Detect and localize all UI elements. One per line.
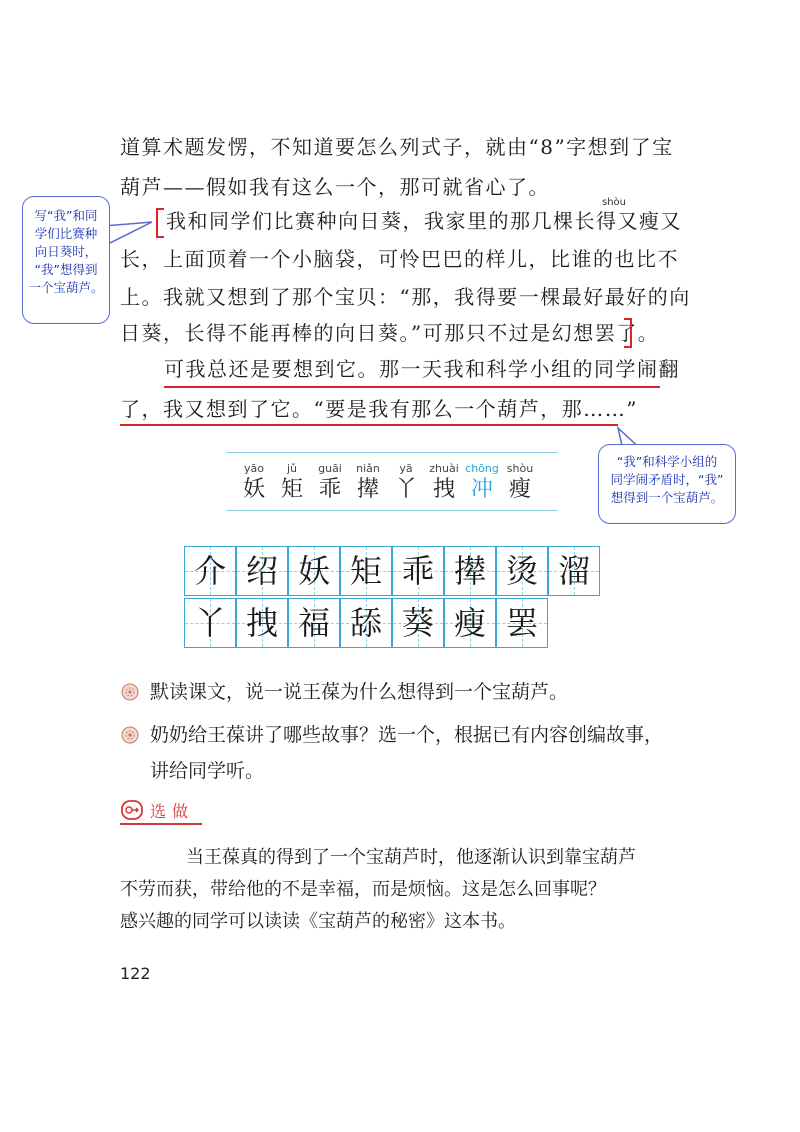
callout-left-line-3: 向日葵时，	[34, 244, 98, 259]
task-2-text-line-1: 奶奶给王葆讲了哪些故事？选一个，根据已有内容创编故事，	[150, 724, 664, 746]
callout-left-line-4: “我”想得到	[34, 262, 98, 277]
vocab-item: yāo 妖	[242, 462, 265, 502]
grid-cell: 瘦	[444, 598, 496, 648]
optional-badge-icon	[121, 799, 145, 821]
text-line-4: 长，上面顶着一个小脑袋，可怜巴巴的样儿，比谁的也比不	[120, 247, 679, 271]
vocab-item: guāi 乖	[318, 462, 342, 502]
text-line-6: 日葵，长得不能再棒的向日葵。”可那只不过是幻想罢了。	[120, 321, 660, 345]
grid-cell: 溜	[548, 546, 600, 596]
grid-cell: 绍	[236, 546, 288, 596]
callout-left-line-5: 一个宝葫芦。	[28, 280, 104, 295]
callout-right-line-2: 同学闹矛盾时，“我”	[610, 472, 724, 487]
vocab-item: niǎn 撵	[356, 462, 380, 502]
vocab-item: zhuài 拽	[429, 462, 459, 502]
grid-cell: 乖	[392, 546, 444, 596]
text-line-8: 了，我又想到了它。“要是我有那么一个葫芦，那……”	[120, 397, 638, 421]
text-line-7: 可我总还是要想到它。那一天我和科学小组的同学闹翻	[164, 357, 680, 381]
grid-cell: 拽	[236, 598, 288, 648]
optional-text-line-2: 不劳而获，带给他的不是幸福，而是烦恼。这是怎么回事呢？	[120, 879, 606, 900]
grid-cell: 罢	[496, 598, 548, 648]
underline-line-8	[120, 424, 618, 426]
task-flower-icon	[121, 726, 139, 744]
optional-underline	[120, 823, 202, 825]
grid-cell: 烫	[496, 546, 548, 596]
callout-right	[598, 444, 736, 524]
grid-cell: 舔	[340, 598, 392, 648]
vocab-item: jǔ 矩	[280, 462, 303, 502]
grid-cell: 矩	[340, 546, 392, 596]
grid-cell: 福	[288, 598, 340, 648]
text-line-5: 上。我就又想到了那个宝贝：“那，我得要一棵最好最好的向	[120, 285, 691, 309]
grid-cell: 葵	[392, 598, 444, 648]
grid-cell: 撵	[444, 546, 496, 596]
grid-cell: 介	[184, 546, 236, 596]
task-2-text-line-2: 讲给同学听。	[150, 760, 265, 782]
text-line-3: 我和同学们比赛种向日葵，我家里的那几棵长得又瘦又	[166, 209, 682, 233]
vocab-bottom-rule	[226, 510, 558, 511]
optional-text-line-1: 当王葆真的得到了一个宝葫芦时，他逐渐认识到靠宝葫芦	[186, 847, 636, 868]
optional-text-line-3: 感兴趣的同学可以读读《宝葫芦的秘密》这本书。	[120, 911, 516, 932]
optional-section-label: 选做	[150, 802, 195, 821]
grid-cell: 妖	[288, 546, 340, 596]
text-line-1: 道算术题发愣，不知道要怎么列式子，就由“8”字想到了宝	[120, 135, 674, 159]
callout-right-line-3: 想得到一个宝葫芦。	[610, 490, 724, 505]
callout-left	[22, 196, 110, 324]
underline-line-7	[164, 386, 660, 388]
vocab-item-highlighted: chōng 冲	[465, 462, 499, 502]
pinyin-annotation-shou: shòu	[602, 197, 627, 208]
vocab-top-rule	[226, 452, 558, 453]
page-number: 122	[120, 964, 151, 983]
callout-left-line-1: 写“我”和同	[34, 208, 98, 223]
task-1-text: 默读课文，说一说王葆为什么想得到一个宝葫芦。	[150, 681, 569, 703]
highlight-bracket-close	[624, 318, 632, 348]
callout-left-line-2: 学们比赛种	[34, 226, 98, 241]
vocab-item: yā 丫	[394, 462, 417, 502]
grid-cell: 丫	[184, 598, 236, 648]
vocab-item: shòu 瘦	[506, 462, 534, 502]
callout-right-line-1: “我”和科学小组的	[616, 454, 718, 469]
text-line-2: 葫芦——假如我有这么一个，那可就省心了。	[120, 175, 550, 199]
task-flower-icon	[121, 683, 139, 701]
